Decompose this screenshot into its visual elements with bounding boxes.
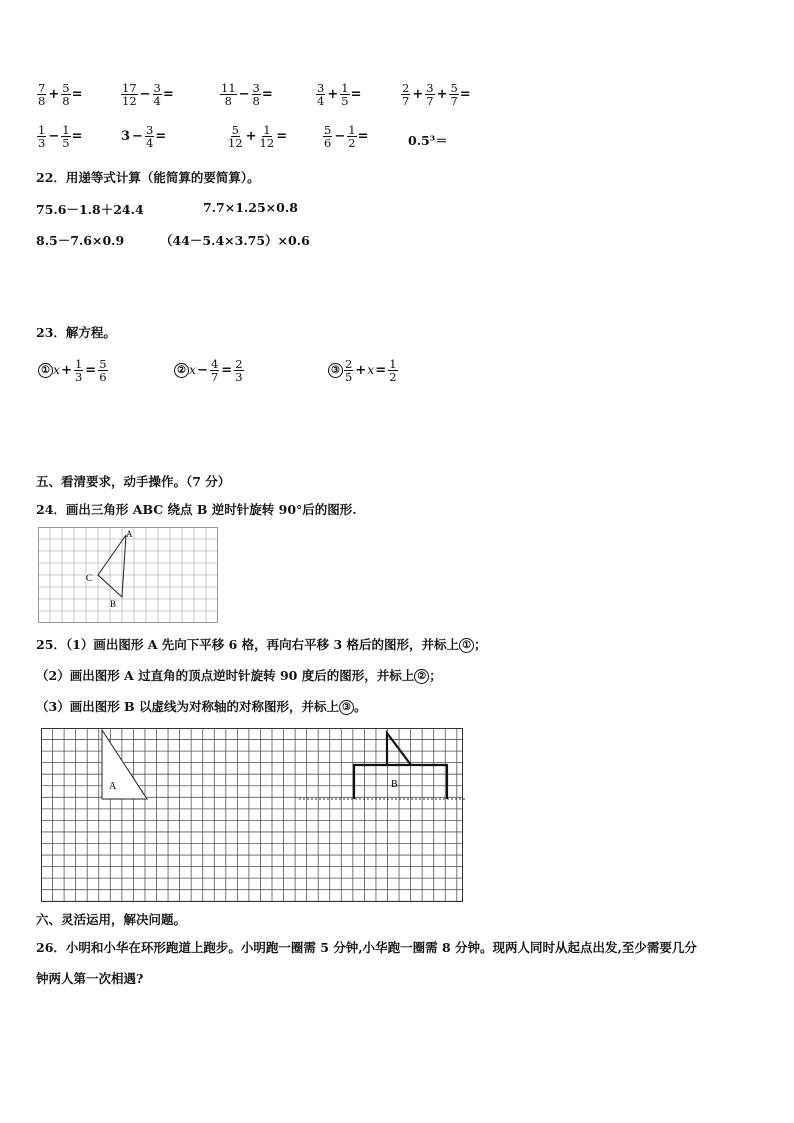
numerator: 1 <box>38 123 46 137</box>
numerator: 3 <box>252 81 260 95</box>
numerator: 2 <box>402 81 410 95</box>
arith-item <box>36 124 82 149</box>
variable: x <box>53 362 61 377</box>
equals-sign: = <box>375 363 387 378</box>
q24-title: 24．画出三角形 ABC 绕点 B 逆时针旋转 90°后的图形. <box>36 502 357 517</box>
variable: x <box>367 362 375 377</box>
numerator: 4 <box>210 357 219 371</box>
q22-expr-3: 8.5－7.6×0.9 <box>36 233 125 248</box>
numerator: 5 <box>62 81 70 95</box>
equals-sign: = <box>71 129 83 144</box>
denominator: 5 <box>341 94 349 108</box>
equals-sign: = <box>85 363 97 378</box>
denominator: 3 <box>74 370 83 384</box>
numerator: 1 <box>74 357 83 371</box>
arith-item <box>226 124 287 149</box>
q22-title: 22．用递等式计算（能简算的要简算）。 <box>36 170 260 185</box>
arith-row-1 <box>36 82 82 107</box>
denominator: 4 <box>153 94 161 108</box>
numerator: 2 <box>235 357 243 371</box>
denominator: 6 <box>99 370 107 384</box>
q25-text-3: （3）画出图形 B 以虚线为对称轴的对称图形，并标上 <box>36 699 339 714</box>
numerator: 1 <box>348 123 356 137</box>
vertex-label-b: B <box>110 599 117 609</box>
denominator: 3 <box>235 370 243 384</box>
punctuation: 。 <box>353 699 367 714</box>
operator: + <box>412 87 424 102</box>
equals-sign: = <box>155 129 167 144</box>
denominator: 6 <box>324 136 332 150</box>
q23-title: 23．解方程。 <box>36 325 116 340</box>
arith-item <box>322 124 368 149</box>
numerator: 3 <box>426 81 434 95</box>
equals-sign: = <box>261 87 273 102</box>
denominator: 8 <box>252 94 260 108</box>
figure-b-label: B <box>391 779 398 790</box>
numerator: 17 <box>122 81 137 95</box>
section-5-title: 五、看清要求，动手操作。（7 分） <box>36 474 231 489</box>
q22-expr-4: （44－5.4×3.75）×0.6 <box>160 233 310 248</box>
operator: + <box>48 87 60 102</box>
q25-line-2 <box>36 666 442 684</box>
denominator: 3 <box>38 136 46 150</box>
denominator: 12 <box>122 94 137 108</box>
arith-item <box>120 82 174 107</box>
operator: + <box>355 363 367 378</box>
numerator: 5 <box>450 81 458 95</box>
figure-a-label: A <box>109 781 117 792</box>
numerator: 2 <box>345 357 353 371</box>
denominator: 8 <box>224 94 232 108</box>
denominator: 5 <box>62 136 70 150</box>
equals-sign: = <box>221 363 233 378</box>
numerator: 1 <box>62 123 70 137</box>
numerator: 5 <box>99 357 107 371</box>
q24-grid <box>38 527 218 623</box>
equals-sign: = <box>276 129 288 144</box>
arith-item <box>315 82 361 107</box>
q25-grid <box>41 728 467 904</box>
denominator: 4 <box>145 136 154 150</box>
numerator: 1 <box>389 357 397 371</box>
denominator: 8 <box>62 94 70 108</box>
q22-expr-2: 7.7×1.25×0.8 <box>203 200 298 215</box>
numerator: 11 <box>221 81 236 95</box>
circled-number: ② <box>174 363 189 378</box>
equation-1 <box>38 358 109 383</box>
variable: x <box>189 362 197 377</box>
denominator: 12 <box>228 136 243 150</box>
q25-line-3 <box>36 697 366 715</box>
denominator: 7 <box>402 94 410 108</box>
numerator: 5 <box>231 123 239 137</box>
operator: + <box>61 363 72 378</box>
numerator: 5 <box>324 123 332 137</box>
operator: + <box>245 129 257 144</box>
equals-sign: = <box>162 87 174 102</box>
arith-item <box>400 82 471 107</box>
operator: + <box>327 87 339 102</box>
section-6-title: 六、灵活运用，解决问题。 <box>36 912 187 927</box>
arith-item <box>408 131 448 149</box>
numerator: 1 <box>341 81 349 95</box>
denominator: 2 <box>389 370 397 384</box>
circled-number: ① <box>459 638 474 653</box>
numerator: 3 <box>317 81 325 95</box>
circled-number: ③ <box>328 363 343 378</box>
circled-number: ② <box>414 669 429 684</box>
numerator: 3 <box>145 123 154 137</box>
circled-number: ① <box>38 363 53 378</box>
arith-item <box>120 124 166 149</box>
whole-number: 3 <box>121 129 131 144</box>
q26-line-1: 26．小明和小华在环形跑道上跑步。小明跑一圈需 5 分钟,小华跑一圈需 8 分钟。现两人同时从起点出发,至少需要几分 <box>36 940 697 955</box>
equals-sign: = <box>459 87 471 102</box>
power-expression: 0.5³＝ <box>408 133 448 148</box>
arith-item <box>219 82 273 107</box>
punctuation: ； <box>474 637 487 652</box>
numerator: 7 <box>38 81 46 95</box>
arith-item <box>36 81 83 108</box>
denominator: 7 <box>426 94 434 108</box>
equation-3 <box>328 358 399 383</box>
q22-expr-1: 75.6－1.8＋24.4 <box>36 202 144 217</box>
numerator: 3 <box>153 81 161 95</box>
operator: + <box>436 87 448 102</box>
q25-line-1 <box>36 635 487 653</box>
equals-sign: = <box>350 87 362 102</box>
punctuation: ； <box>429 668 442 683</box>
denominator: 7 <box>450 94 458 108</box>
q26-line-2: 钟两人第一次相遇? <box>36 971 144 986</box>
vertex-label-a: A <box>126 529 133 539</box>
equation-2 <box>174 358 245 383</box>
denominator: 7 <box>210 370 219 384</box>
equals-sign: = <box>357 129 369 144</box>
equals-sign: = <box>71 87 83 102</box>
circled-number: ③ <box>339 700 354 715</box>
operator: − <box>238 87 250 102</box>
denominator: 8 <box>38 94 46 108</box>
operator: − <box>48 129 60 144</box>
figure-b-shape <box>354 765 447 799</box>
operator: − <box>132 129 143 144</box>
q25-text-1: 25．（1）画出图形 A 先向下平移 6 格，再向右平移 3 格后的图形，并标上 <box>36 637 460 652</box>
operator: − <box>334 129 346 144</box>
q25-text-2: （2）画出图形 A 过直角的顶点逆时针旋转 90 度后的图形，并标上 <box>36 668 415 683</box>
denominator: 5 <box>345 370 353 384</box>
denominator: 2 <box>348 136 356 150</box>
operator: − <box>197 363 208 378</box>
vertex-label-c: C <box>86 573 93 583</box>
denominator: 12 <box>259 136 275 150</box>
denominator: 4 <box>317 94 325 108</box>
numerator: 1 <box>263 123 271 137</box>
operator: − <box>139 87 151 102</box>
